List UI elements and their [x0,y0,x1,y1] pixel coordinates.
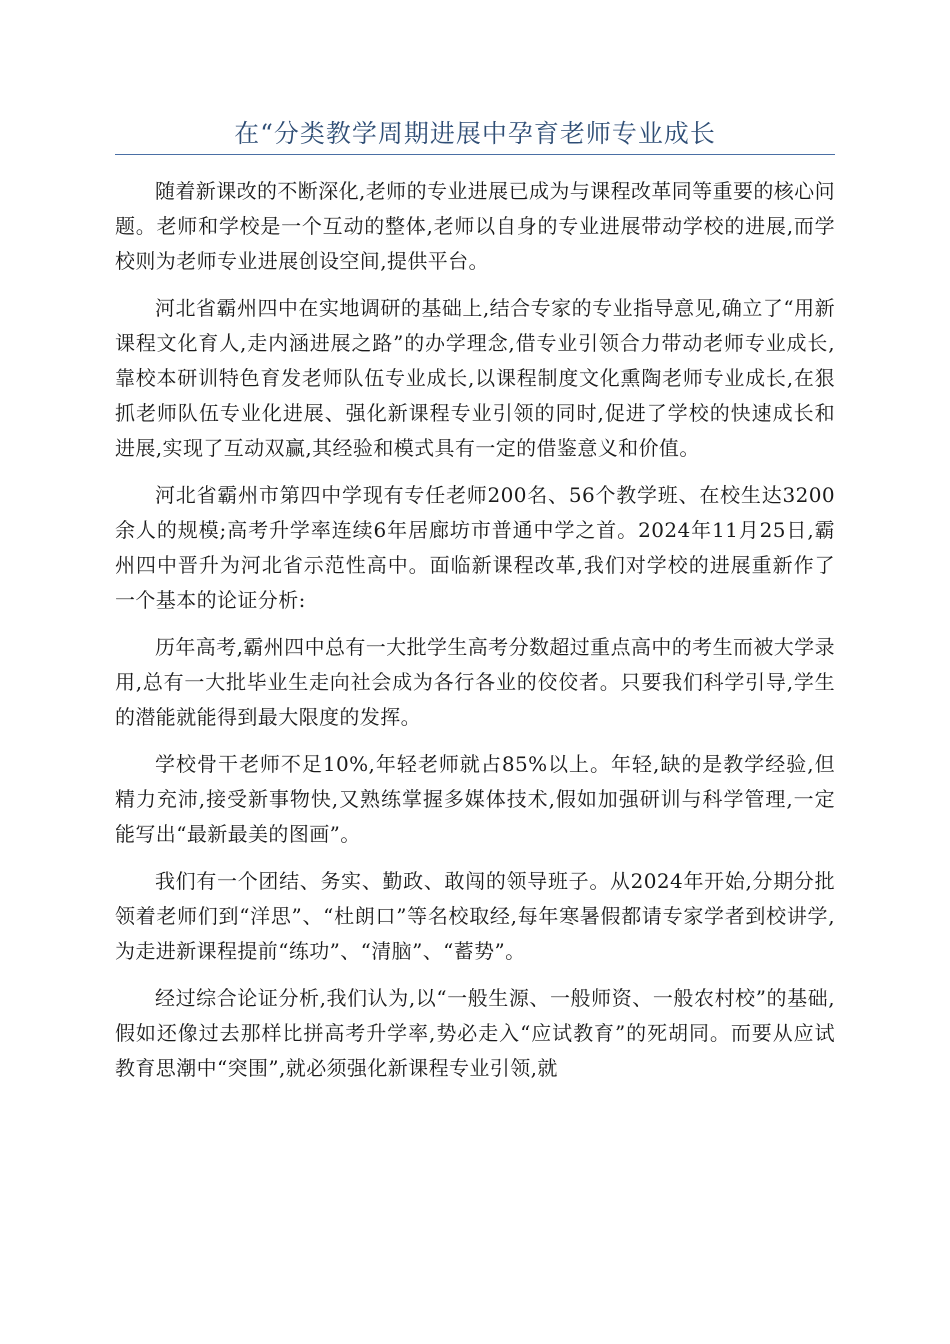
paragraph-5: 学校骨干老师不足10%,年轻老师就占85%以上。年轻,缺的是教学经验,但精力充沛,接受新事物快,又熟练掌握多媒体技术,假如加强研训与科学管理,一定能写出“最新最美的图画”。 [115,752,835,846]
paragraph-4: 历年高考,霸州四中总有一大批学生高考分数超过重点高中的考生而被大学录用,总有一大批毕业生走向社会成为各行各业的佼佼者。只要我们科学引导,学生的潜能就能得到最大限度的发挥。 [115,635,835,729]
paragraph-6: 我们有一个团结、务实、勤政、敢闯的领导班子。从2024年开始,分期分批领着老师们到“洋思”、“杜朗口”等名校取经,每年寒暑假都请专家学者到校讲学,为走进新课程提前“练功”、“清脑”、“蓄势”。 [115,869,835,963]
document-body [115,174,835,1098]
paragraph-3: 河北省霸州市第四中学现有专任老师200名、56个教学班、在校生达3200余人的规模;高考升学率连续6年居廊坊市普通中学之首。2024年11月25日,霸州四中晋升为河北省示范性高中。面临新课程改革,我们对学校的进展重新作了一个基本的论证分析: [115,483,835,612]
paragraph-7: 经过综合论证分析,我们认为,以“一般生源、一般师资、一般农村校”的基础,假如还像过去那样比拼高考升学率,势必走入“应试教育”的死胡同。而要从应试教育思潮中“突围”,就必须强化新课程专业引领,就 [115,986,835,1080]
title-underline [115,154,835,155]
paragraph-1: 随着新课改的不断深化,老师的专业进展已成为与课程改革同等重要的核心问题。老师和学校是一个互动的整体,老师以自身的专业进展带动学校的进展,而学校则为老师专业进展创设空间,提供平台。 [115,179,835,273]
document-title: 在“分类教学周期进展中孕育老师专业成长 [234,119,716,148]
paragraph-2: 河北省霸州四中在实地调研的基础上,结合专家的专业指导意见,确立了“用新课程文化育人,走内涵进展之路”的办学理念,借专业引领合力带动老师专业成长,靠校本研训特色育发老师队伍专业成长,以课程制度文化熏陶老师专业成长,在狠抓老师队伍专业化进展、强化新课程专业引领的同时,促进了学校的快速成长和进展,实现了互动双赢,其经验和模式具有一定的借鉴意义和价值。 [115,296,835,460]
